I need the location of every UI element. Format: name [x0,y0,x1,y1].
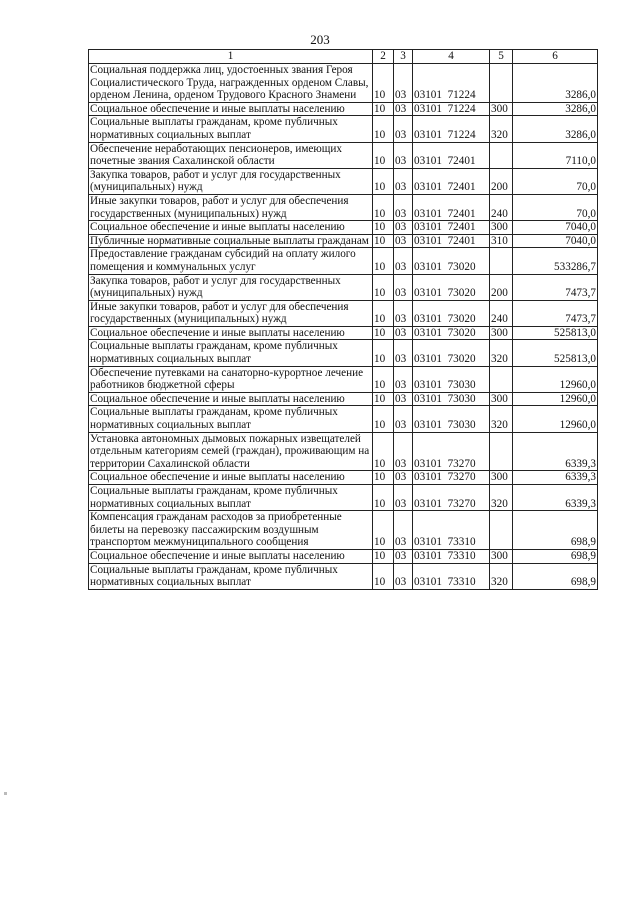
row-expense-type: 320 [490,485,513,511]
row-section-code: 10 [373,116,394,142]
row-amount: 525813,0 [513,326,598,340]
row-section-code: 10 [373,221,394,235]
table-row [89,563,598,589]
table-row [89,221,598,235]
row-subsection-code: 03 [394,366,413,392]
row-expense-type: 300 [490,102,513,116]
table-row [89,194,598,220]
row-section-code: 10 [373,471,394,485]
row-target-code: 03101 71224 [413,116,490,142]
row-target-code: 03101 73310 [413,563,490,589]
row-section-code: 10 [373,234,394,248]
row-expense-type [490,142,513,168]
row-amount: 3286,0 [513,116,598,142]
row-description: Социальные выплаты гражданам, кроме публичных нормативных социальных выплат [89,563,373,589]
column-header-6: 6 [513,50,598,64]
row-subsection-code: 03 [394,432,413,471]
row-subsection-code: 03 [394,485,413,511]
table-row [89,300,598,326]
row-target-code: 03101 73020 [413,274,490,300]
row-amount: 7110,0 [513,142,598,168]
row-description: Иные закупки товаров, работ и услуг для обеспечения государственных (муниципальных) нужд [89,300,373,326]
row-description: Предоставление гражданам субсидий на оплату жилого помещения и коммунальных услуг [89,248,373,274]
table-row [89,142,598,168]
table-row [89,549,598,563]
table-row [89,248,598,274]
row-subsection-code: 03 [394,563,413,589]
row-description: Закупка товаров, работ и услуг для государственных (муниципальных) нужд [89,168,373,194]
table-row [89,340,598,366]
row-target-code: 03101 72401 [413,194,490,220]
row-description: Социальное обеспечение и иные выплаты населению [89,326,373,340]
row-section-code: 10 [373,432,394,471]
row-subsection-code: 03 [394,340,413,366]
row-expense-type: 240 [490,194,513,220]
row-description: Обеспечение неработающих пенсионеров, имеющих почетные звания Сахалинской области [89,142,373,168]
row-expense-type [490,248,513,274]
row-subsection-code: 03 [394,511,413,550]
row-section-code: 10 [373,274,394,300]
row-description: Компенсация гражданам расходов за приобретенные билеты на перевозку пассажирским воздушным транспортом межмуниципального сообщения [89,511,373,550]
scan-artifact-dot [4,792,7,795]
row-section-code: 10 [373,485,394,511]
row-expense-type: 300 [490,471,513,485]
row-subsection-code: 03 [394,168,413,194]
row-section-code: 10 [373,168,394,194]
row-target-code: 03101 73020 [413,340,490,366]
row-amount: 698,9 [513,511,598,550]
row-description: Социальное обеспечение и иные выплаты населению [89,221,373,235]
row-section-code: 10 [373,392,394,406]
row-description: Установка автономных дымовых пожарных извещателей отдельным категориям семей (граждан), проживающим на территории Сахалинской области [89,432,373,471]
row-description: Социальное обеспечение и иные выплаты населению [89,549,373,563]
row-target-code: 03101 73020 [413,326,490,340]
row-expense-type: 300 [490,549,513,563]
row-description: Социальные выплаты гражданам, кроме публичных нормативных социальных выплат [89,116,373,142]
row-amount: 533286,7 [513,248,598,274]
row-expense-type: 200 [490,168,513,194]
row-amount: 7040,0 [513,221,598,235]
row-section-code: 10 [373,300,394,326]
row-description: Социальные выплаты гражданам, кроме публичных нормативных социальных выплат [89,340,373,366]
row-expense-type: 300 [490,221,513,235]
row-subsection-code: 03 [394,326,413,340]
table-row [89,64,598,103]
row-target-code: 03101 73270 [413,485,490,511]
row-subsection-code: 03 [394,194,413,220]
row-expense-type: 320 [490,116,513,142]
column-header-3: 3 [394,50,413,64]
row-subsection-code: 03 [394,549,413,563]
row-subsection-code: 03 [394,234,413,248]
table-row [89,234,598,248]
row-target-code: 03101 73030 [413,366,490,392]
table-row [89,432,598,471]
row-description: Обеспечение путевками на санаторно-курортное лечение работников бюджетной сферы [89,366,373,392]
row-section-code: 10 [373,326,394,340]
table-row [89,485,598,511]
row-section-code: 10 [373,563,394,589]
row-description: Социальное обеспечение и иные выплаты населению [89,471,373,485]
row-section-code: 10 [373,406,394,432]
row-description: Публичные нормативные социальные выплаты гражданам [89,234,373,248]
row-target-code: 03101 73270 [413,471,490,485]
page-number: 203 [310,32,330,47]
row-description: Социальное обеспечение и иные выплаты населению [89,102,373,116]
row-target-code: 03101 73030 [413,392,490,406]
row-amount: 12960,0 [513,392,598,406]
row-expense-type [490,432,513,471]
row-target-code: 03101 73310 [413,511,490,550]
row-expense-type: 240 [490,300,513,326]
row-target-code: 03101 72401 [413,142,490,168]
table-row [89,471,598,485]
column-header-1: 1 [89,50,373,64]
row-subsection-code: 03 [394,116,413,142]
row-target-code: 03101 72401 [413,234,490,248]
row-expense-type: 320 [490,563,513,589]
row-description: Социальные выплаты гражданам, кроме публичных нормативных социальных выплат [89,406,373,432]
table-row [89,168,598,194]
table-row [89,116,598,142]
row-description: Закупка товаров, работ и услуг для государственных (муниципальных) нужд [89,274,373,300]
row-target-code: 03101 73020 [413,248,490,274]
row-subsection-code: 03 [394,142,413,168]
row-target-code: 03101 71224 [413,102,490,116]
row-expense-type: 310 [490,234,513,248]
row-section-code: 10 [373,248,394,274]
row-description: Социальное обеспечение и иные выплаты населению [89,392,373,406]
table-row [89,102,598,116]
row-amount: 7473,7 [513,274,598,300]
row-target-code: 03101 73030 [413,406,490,432]
row-target-code: 03101 73270 [413,432,490,471]
row-section-code: 10 [373,102,394,116]
row-section-code: 10 [373,340,394,366]
row-target-code: 03101 72401 [413,221,490,235]
row-expense-type [490,511,513,550]
row-target-code: 03101 72401 [413,168,490,194]
table-header [89,50,598,64]
row-expense-type: 320 [490,340,513,366]
row-expense-type [490,64,513,103]
row-amount: 3286,0 [513,102,598,116]
column-header-4: 4 [413,50,490,64]
row-amount: 698,9 [513,563,598,589]
column-header-2: 2 [373,50,394,64]
row-description: Социальная поддержка лиц, удостоенных звания Героя Социалистического Труда, награжденных орденом Славы, орденом Ленина, орденом Трудового Красного Знамени [89,64,373,103]
row-subsection-code: 03 [394,274,413,300]
row-amount: 70,0 [513,194,598,220]
row-subsection-code: 03 [394,102,413,116]
row-expense-type: 200 [490,274,513,300]
row-amount: 7040,0 [513,234,598,248]
row-expense-type: 300 [490,326,513,340]
row-description: Социальные выплаты гражданам, кроме публичных нормативных социальных выплат [89,485,373,511]
row-subsection-code: 03 [394,221,413,235]
table-row [89,366,598,392]
row-expense-type [490,366,513,392]
table-row [89,392,598,406]
row-expense-type: 300 [490,392,513,406]
row-subsection-code: 03 [394,471,413,485]
row-expense-type: 320 [490,406,513,432]
row-target-code: 03101 71224 [413,64,490,103]
table-row [89,326,598,340]
row-target-code: 03101 73310 [413,549,490,563]
row-subsection-code: 03 [394,392,413,406]
table-row [89,274,598,300]
row-subsection-code: 03 [394,64,413,103]
row-amount: 12960,0 [513,366,598,392]
row-amount: 70,0 [513,168,598,194]
row-amount: 3286,0 [513,64,598,103]
row-amount: 6339,3 [513,485,598,511]
row-section-code: 10 [373,64,394,103]
row-amount: 6339,3 [513,432,598,471]
row-section-code: 10 [373,549,394,563]
row-amount: 12960,0 [513,406,598,432]
row-target-code: 03101 73020 [413,300,490,326]
row-subsection-code: 03 [394,406,413,432]
row-amount: 7473,7 [513,300,598,326]
row-section-code: 10 [373,142,394,168]
row-amount: 6339,3 [513,471,598,485]
table-row [89,511,598,550]
budget-table [88,49,598,590]
row-amount: 525813,0 [513,340,598,366]
row-amount: 698,9 [513,549,598,563]
row-section-code: 10 [373,194,394,220]
row-description: Иные закупки товаров, работ и услуг для обеспечения государственных (муниципальных) нужд [89,194,373,220]
row-section-code: 10 [373,366,394,392]
table-row [89,406,598,432]
row-subsection-code: 03 [394,300,413,326]
table-body [89,64,598,590]
column-header-5: 5 [490,50,513,64]
row-subsection-code: 03 [394,248,413,274]
row-section-code: 10 [373,511,394,550]
